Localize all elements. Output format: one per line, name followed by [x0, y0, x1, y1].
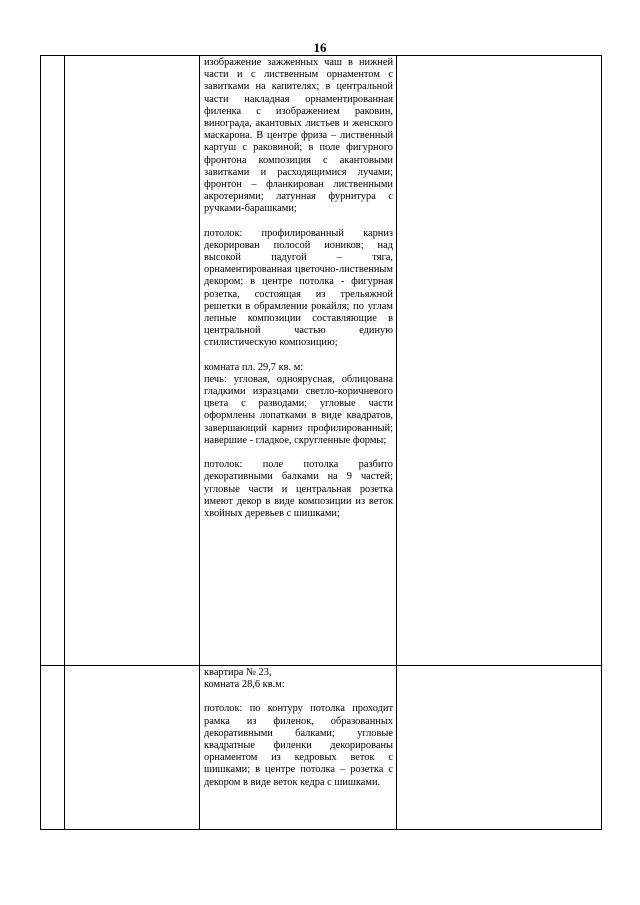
cell-number: [41, 56, 65, 666]
table-row: [41, 56, 602, 666]
cell-number: [41, 666, 65, 830]
cell-notes: [397, 56, 602, 666]
description-paragraph: потолок: по контуру потолка проходит рамка из филенок, образованных декоративными балками; угловые квадратные филенки декорированы орнаментом из кедровых веток с шишками; в центре потолка – розетка с декором в виде веток кедра с шишками.: [204, 703, 393, 788]
description-paragraph: комната пл. 29,7 кв. м: печь: угловая, одноярусная, облицована гладкими изразцами светло-коричневого цвета с разводами; угловые части оформлены лопатками в виде квадратов, завершающий карниз профилированный; навершие - гладкое, скругленные формы;: [204, 361, 393, 446]
cell-description: [200, 666, 397, 830]
table-row: [41, 666, 602, 830]
description-paragraph: потолок: поле потолка разбито декоративными балками на 9 частей; угловые части и центральная розетка имеют декор в виде композиции из веток хвойных деревьев с шишками;: [204, 459, 393, 519]
cell-object: [65, 666, 200, 830]
cell-object: [65, 56, 200, 666]
description-paragraph: потолок: профилированный карниз декорирован полосой иоников; над высокой падугой – тяга, орнаментированная цветочно-лиственным декором; в центре потолка - фигурная розетка, состоящая из трельяжной решетки в обрамлении рокайля; по углам лепные композиции составляющие в центральной частью единую стилистическую композицию;: [204, 227, 393, 349]
cell-description: [200, 56, 397, 666]
page-number: 16: [313, 40, 327, 55]
inventory-table: [40, 55, 602, 830]
description-paragraph: квартира № 23, комната 28,6 кв.м:: [204, 667, 285, 691]
cell-notes: [397, 666, 602, 830]
description-paragraph: изображение зажженных чаш в нижней части и с лиственным орнаментом с завитками на капителях; в центральной части накладная орнаментированная филенка с изображением раковин, винограда, акантовых листьев и женского маскарона. В центре фриза – лиственный картуш с раковиной; в поле фигурного фронтона композиция с акантовыми завитками и расходящимися лучами; фронтон – фланкирован лиственными акротериями; латунная фурнитура с ручками-барашками;: [204, 57, 393, 215]
